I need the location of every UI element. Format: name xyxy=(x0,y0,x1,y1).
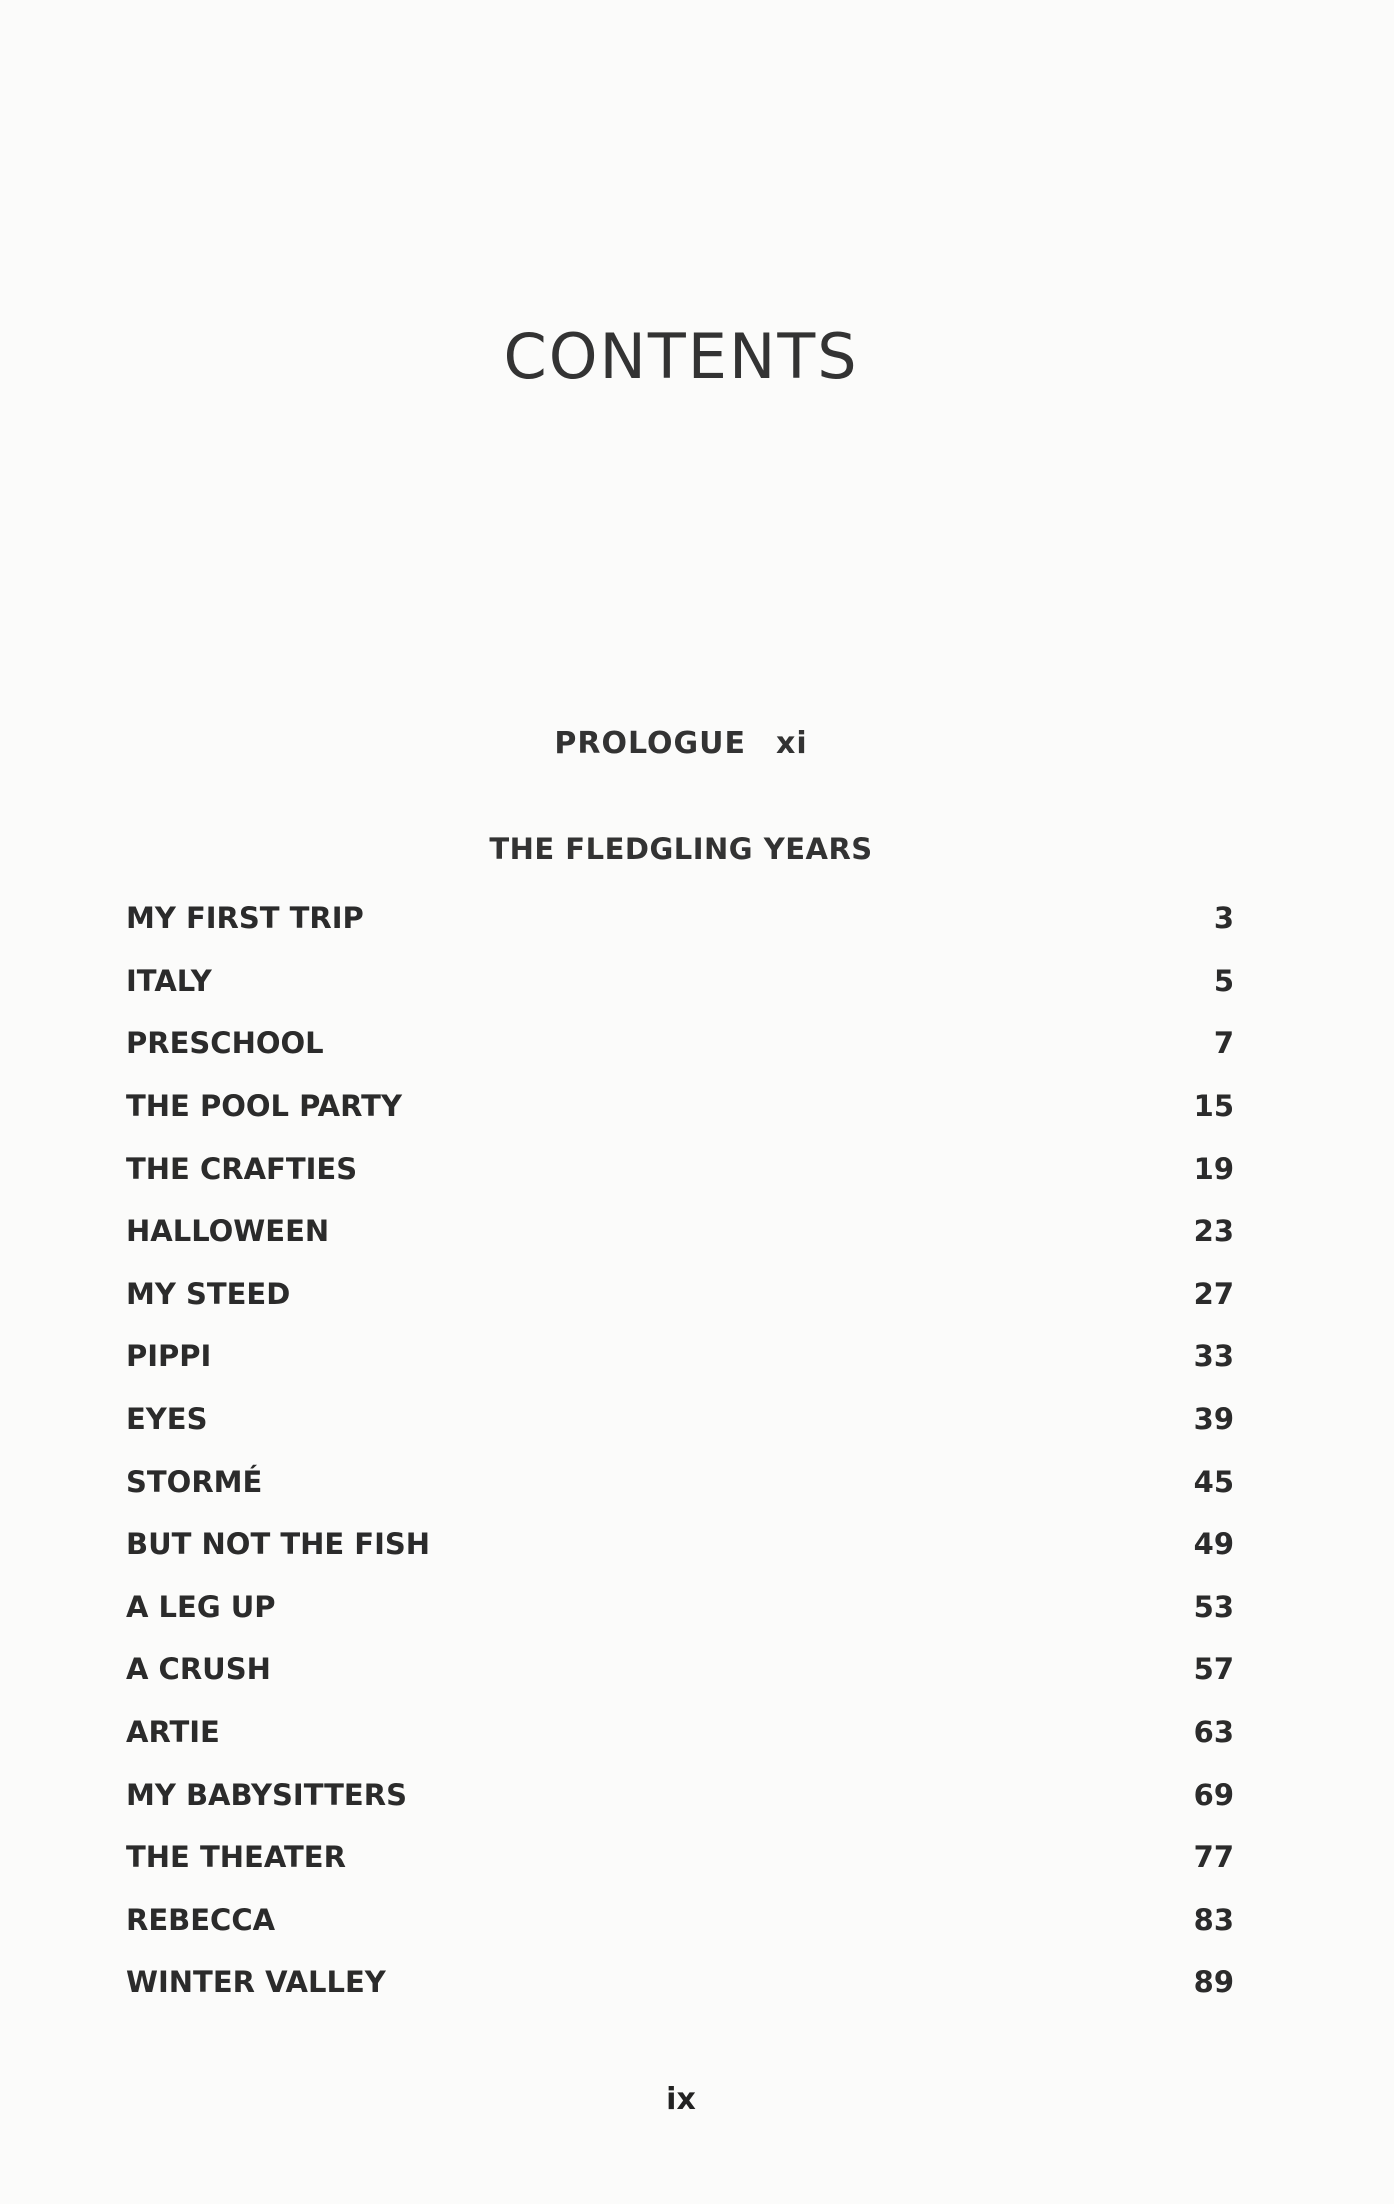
toc-entry[interactable] xyxy=(126,1951,1234,2014)
toc-entry[interactable] xyxy=(126,1513,1234,1576)
toc-entry-title: ITALY xyxy=(126,963,212,998)
toc-entry[interactable] xyxy=(126,1826,1234,1889)
toc-entry[interactable] xyxy=(126,1012,1234,1075)
toc-entry-page: 63 xyxy=(1193,1715,1234,1750)
toc-entry-title: BUT NOT THE FISH xyxy=(126,1527,431,1562)
page-folio: ix xyxy=(666,2082,696,2117)
toc-entry-title: EYES xyxy=(126,1402,208,1437)
toc-entry-page: 23 xyxy=(1193,1214,1234,1249)
toc-entry-title: MY FIRST TRIP xyxy=(126,901,364,936)
toc-entry-page: 89 xyxy=(1193,1965,1234,2000)
toc-entry-page: 83 xyxy=(1193,1902,1234,1937)
toc-entry[interactable] xyxy=(126,1450,1234,1513)
toc-entry-page: 33 xyxy=(1193,1339,1234,1374)
toc-entry-page: 3 xyxy=(1213,901,1234,936)
section-heading: THE FLEDGLING YEARS xyxy=(489,832,873,866)
toc-entry-title: A LEG UP xyxy=(126,1589,276,1624)
toc-entry[interactable] xyxy=(126,1638,1234,1701)
toc-entry-page: 53 xyxy=(1193,1589,1234,1624)
toc-entry-page: 19 xyxy=(1193,1151,1234,1186)
toc-entry[interactable] xyxy=(126,950,1234,1013)
toc-entry-title: THE POOL PARTY xyxy=(126,1089,402,1124)
prologue-entry[interactable] xyxy=(0,726,1362,761)
toc-entry-title: MY STEED xyxy=(126,1276,291,1311)
prologue-label: PROLOGUE xyxy=(554,726,746,761)
toc-entry-title: PIPPI xyxy=(126,1339,212,1374)
toc-entry-title: THE CRAFTIES xyxy=(126,1151,358,1186)
toc-entry-page: 7 xyxy=(1213,1026,1234,1061)
toc-entry-title: PRESCHOOL xyxy=(126,1026,324,1061)
toc-entry[interactable] xyxy=(126,1763,1234,1826)
toc-entry-title: WINTER VALLEY xyxy=(126,1965,386,2000)
toc-entry-title: A CRUSH xyxy=(126,1652,271,1687)
toc-entry[interactable] xyxy=(126,1701,1234,1764)
toc-entry-page: 15 xyxy=(1193,1089,1234,1124)
toc-entry-title: HALLOWEEN xyxy=(126,1214,330,1249)
toc-entry-title: ARTIE xyxy=(126,1715,220,1750)
toc-entry[interactable] xyxy=(126,887,1234,950)
toc-entry[interactable] xyxy=(126,1325,1234,1388)
prologue-page-number: xi xyxy=(775,726,808,761)
toc-entry-title: STORMÉ xyxy=(126,1464,263,1499)
toc-entry-page: 45 xyxy=(1193,1464,1234,1499)
toc-entry[interactable] xyxy=(126,1137,1234,1200)
toc-entry-page: 39 xyxy=(1193,1402,1234,1437)
toc-entry[interactable] xyxy=(126,1200,1234,1263)
toc-entry-page: 69 xyxy=(1193,1777,1234,1812)
toc-entry[interactable] xyxy=(126,1388,1234,1451)
toc-list xyxy=(126,887,1234,2014)
toc-entry-page: 5 xyxy=(1213,963,1234,998)
toc-entry[interactable] xyxy=(126,1075,1234,1138)
toc-entry[interactable] xyxy=(126,1889,1234,1952)
toc-entry-title: REBECCA xyxy=(126,1902,276,1937)
toc-entry-title: THE THEATER xyxy=(126,1840,346,1875)
toc-entry[interactable] xyxy=(126,1263,1234,1326)
toc-entry-page: 77 xyxy=(1193,1840,1234,1875)
toc-entry-title: MY BABYSITTERS xyxy=(126,1777,407,1812)
toc-entry-page: 27 xyxy=(1193,1276,1234,1311)
toc-entry-page: 57 xyxy=(1193,1652,1234,1687)
toc-entry-page: 49 xyxy=(1193,1527,1234,1562)
toc-entry[interactable] xyxy=(126,1576,1234,1639)
page-title: CONTENTS xyxy=(503,320,859,393)
